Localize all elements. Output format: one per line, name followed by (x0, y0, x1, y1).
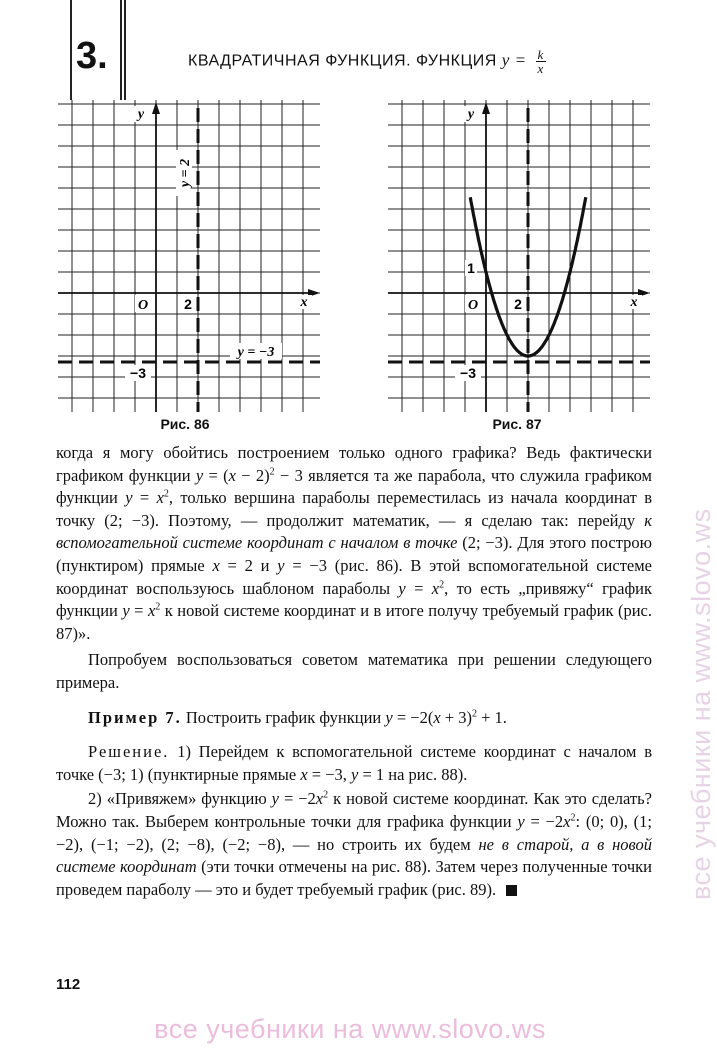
header-left-rule (70, 0, 72, 100)
paragraph-solution: Решение. 1) Перейдем к вспомогательной системе координат с началом в точке (−3; 1) (пунктирные прямые x = −3, y = 1 на рис. 88). (56, 742, 652, 784)
fig87-tick-y-neg3: −3 (460, 365, 476, 381)
fig87-y-label: y (467, 107, 475, 122)
paragraph-step-2: 2) «Привяжем» функцию $y = -2x^2$ к новой системе координат. Как это сделать? Можно так. Выберем контрольные точки для графика функции $y = -2x^2$: (0; 0), (1; −2), (−1; −2), (2; −8), (−2; −8), — но строить их будем не в старой, а в новой системе координат (эти точки отмечены на рис. 88). Затем через полученные точки проведем параболу — это и будет требуемый график (рис. 89). (56, 789, 653, 899)
fraction-denominator: x (537, 61, 544, 76)
fig86-tick-y-neg3: −3 (130, 365, 146, 381)
paragraph-example-7: Пример 7. Построить график функции $y = -2(x + 3)^2 + 1$. (88, 707, 507, 727)
chapter-title-text: КВАДРАТИЧНАЯ ФУНКЦИЯ. ФУНКЦИЯ (188, 52, 497, 70)
watermark-side: все учебники на www.slovo.ws (686, 508, 716, 900)
chapter-title-formula: y = (501, 50, 527, 70)
body-text (56, 442, 652, 901)
fig86-origin-label: O (137, 298, 149, 313)
example-label: Пример 7. (88, 707, 182, 727)
fig87-grid (388, 100, 650, 412)
paragraph-2: Попробуем воспользоваться советом математика при решении следующего примера. (56, 650, 652, 692)
fig86-caption: Рис. 86 (160, 416, 210, 432)
chapter-title (188, 48, 546, 75)
fig86-y-label: y (137, 107, 145, 122)
fig87-tick-y-1: 1 (467, 260, 475, 276)
fig86-vertical-line-label: y = 2 (178, 158, 193, 188)
chapter-title-fraction (536, 48, 546, 75)
fig86-tick-x-2: 2 (184, 296, 192, 312)
watermark-bottom: все учебники на www.slovo.ws (154, 1014, 546, 1044)
header-double-rule (120, 0, 126, 100)
figure-87 (388, 100, 650, 412)
fig86-horizontal-line-label: y = −3 (237, 345, 275, 360)
fig87-caption: Рис. 87 (492, 416, 542, 432)
fig86-x-label: x (300, 295, 308, 310)
chapter-number: 3. (76, 35, 108, 77)
figure-86 (58, 100, 320, 412)
fig87-tick-x-2: 2 (514, 296, 522, 312)
fig87-origin-label: O (467, 298, 479, 313)
end-of-solution-square (506, 885, 517, 896)
paragraph-1: когда я могу обойтись построением только одного графика? Ведь фактически графиком функции $y = (x - 2)^2 - 3$ является та же парабола, что служила графиком функции $y = x^2$, только вершина параболы переместилась из начала координат в точку (2; −3). Поэтому, — продолжит математик, — я сделаю так: перейду к вспомогательной системе координат с началом в точке (2; −3). Для этого построю (пунктиром) прямые x = 2 и y = −3 (рис. 86). В этой вспомогательной системе координат воспользуюсь шаблоном параболы $y = x^2$, то есть „привяжу“ график функции $y = x^2$ к новой системе координат и в итоге получу требуемый график (рис. 87)». (56, 443, 652, 643)
fig86-grid (58, 100, 320, 412)
fraction-numerator: k (537, 47, 544, 62)
fig87-x-label: x (630, 295, 638, 310)
page-number: 112 (56, 976, 81, 993)
solution-label: Решение. (88, 742, 170, 762)
